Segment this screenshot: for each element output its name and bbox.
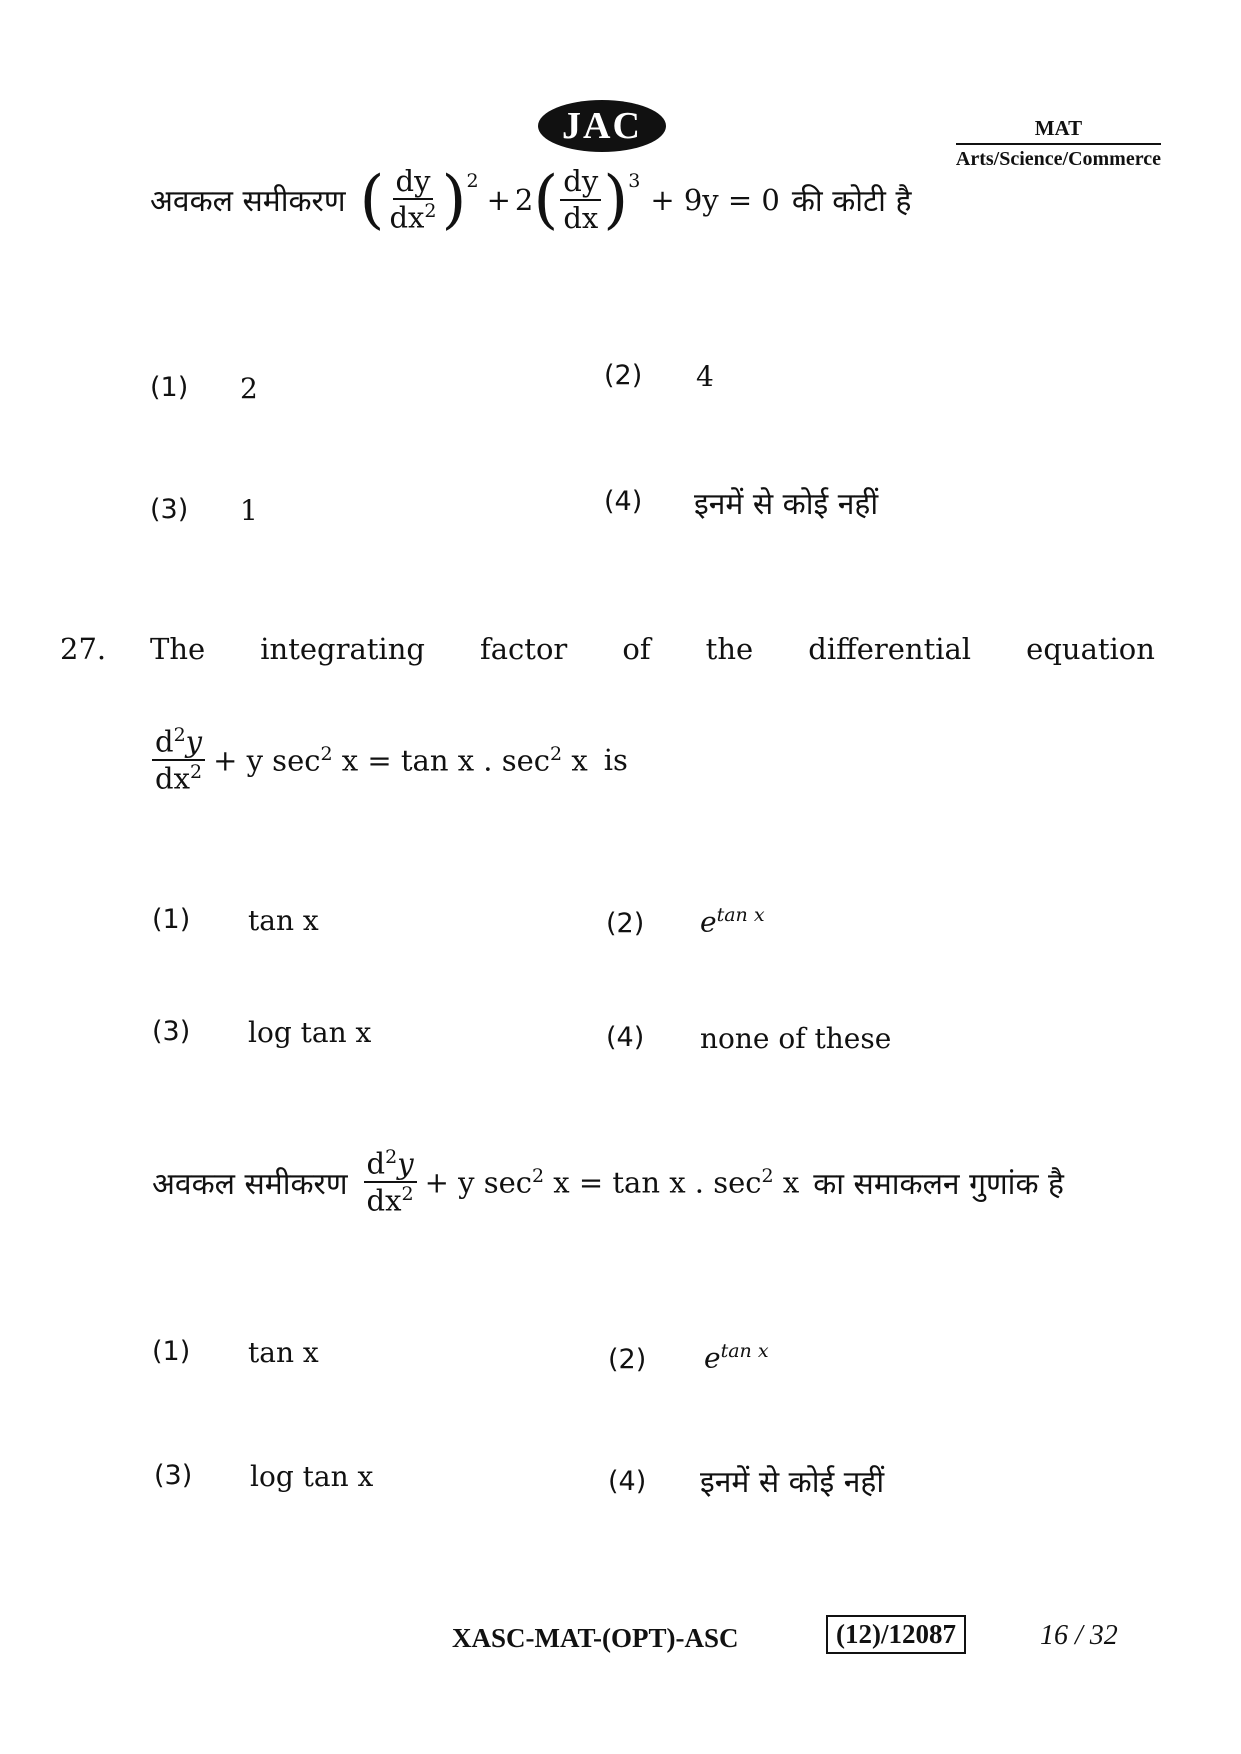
subject-label: MAT xyxy=(1034,116,1083,140)
q27-frac: $\frac{d^2y}{dx^2}$ xyxy=(152,726,205,794)
paren-close-2: ) xyxy=(603,162,629,237)
q26-frac2: $\frac{dy}{dx}$ xyxy=(560,166,601,233)
q27-word: The xyxy=(150,632,206,666)
paren-open-2: ( xyxy=(533,162,559,237)
q26-opt3-value: 1 xyxy=(240,494,258,527)
jac-logo: JAC xyxy=(538,100,666,152)
q27-opt1-num: (1) xyxy=(152,904,191,935)
paren-open: ( xyxy=(359,162,385,237)
q27-opt3-value: log tan x xyxy=(248,1016,372,1049)
q27h-opt2-value: $e^{tan x}$ xyxy=(704,1340,769,1375)
paper-code: XASC-MAT-(OPT)-ASC xyxy=(452,1623,739,1653)
q26-opt1-num: (1) xyxy=(150,372,189,403)
q27-opt3-num: (3) xyxy=(152,1016,191,1047)
q26-equation: ( $\frac{dy}{dx^2}$ ) $^2$ + 2 ( $\frac{dy}{dx}$ ) $^3$ + 9y = 0 xyxy=(359,162,780,237)
paper-set-box: (12)/12087 xyxy=(826,1615,966,1654)
q27-word: of xyxy=(622,632,651,666)
q27-opt4-num: (4) xyxy=(606,1022,645,1053)
q27h-equation: $\frac{d^2y}{dx^2}$ + y $\sec^2 x = \tan x$ . $\sec^2 x$ xyxy=(362,1148,800,1216)
q27h-opt4-value: इनमें से कोई नहीं xyxy=(700,1465,885,1500)
q27-word: factor xyxy=(480,632,568,666)
q27h-frac: $\frac{d^2y}{dx^2}$ xyxy=(364,1148,417,1216)
q27-equation: $\frac{d^2y}{dx^2}$ + y $\sec^2 x = \tan x$ . $\sec^2 x$ is xyxy=(150,726,628,794)
q27h-opt1-num: (1) xyxy=(152,1336,191,1367)
q26-intro: अवकल समीकरण xyxy=(150,184,346,220)
header-divider xyxy=(956,143,1161,145)
q27h-opt3-num: (3) xyxy=(154,1460,193,1491)
subject-header xyxy=(956,116,1161,171)
q26-opt2-num: (2) xyxy=(604,360,643,391)
q27-suffix: is xyxy=(603,743,628,778)
q27-word: differential xyxy=(808,632,972,666)
q26-opt4-value: इनमें से कोई नहीं xyxy=(694,487,879,522)
q27-word: the xyxy=(705,632,754,666)
q27h-opt1-value: tan x xyxy=(248,1336,319,1369)
q27-opt2-num: (2) xyxy=(606,908,645,939)
q27h-intro: अवकल समीकरण xyxy=(152,1166,348,1202)
q27-hindi-stem xyxy=(152,1148,1064,1216)
q27-stem-line1 xyxy=(150,632,1155,666)
paren-close: ) xyxy=(441,162,467,237)
q27-word: integrating xyxy=(260,632,425,666)
q26-opt1-value: 2 xyxy=(240,372,258,405)
q26-hindi-stem xyxy=(150,162,912,237)
q27h-opt3-value: log tan x xyxy=(250,1460,374,1493)
q27-opt4-value: none of these xyxy=(700,1022,892,1055)
q27-opt1-value: tan x xyxy=(248,904,319,937)
q27-word: equation xyxy=(1026,632,1155,666)
q27h-suffix: का समाकलन गुणांक है xyxy=(813,1166,1064,1202)
q27-opt2-value: $e^{tan x}$ xyxy=(700,904,765,939)
q27h-opt4-num: (4) xyxy=(608,1466,647,1497)
q26-opt2-value: 4 xyxy=(696,360,714,393)
q26-opt4-num: (4) xyxy=(604,486,643,517)
q27h-opt2-num: (2) xyxy=(608,1344,647,1375)
q26-frac1: $\frac{dy}{dx^2}$ xyxy=(389,164,437,236)
q26-opt3-num: (3) xyxy=(150,494,189,525)
q26-suffix: की कोटी है xyxy=(791,184,912,220)
page-number: 16 / 32 xyxy=(1040,1620,1118,1651)
streams-label: Arts/Science/Commerce xyxy=(955,148,1161,170)
q27-number: 27. xyxy=(60,632,107,666)
